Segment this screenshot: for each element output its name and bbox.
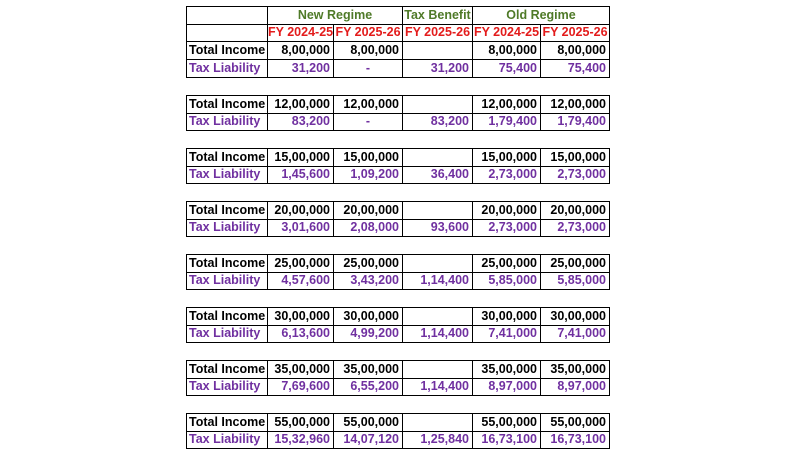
tax-value-cell: 75,400 — [541, 60, 610, 78]
tax-value-cell: 1,14,400 — [403, 272, 473, 290]
income-value-cell: 15,00,000 — [541, 148, 610, 167]
tax-liability-row — [186, 166, 610, 184]
income-value-cell: 35,00,000 — [334, 360, 403, 379]
tax-value-cell: 14,07,120 — [334, 431, 403, 449]
income-value-cell: 25,00,000 — [334, 254, 403, 273]
tax-liability-label: Tax Liability — [186, 378, 268, 396]
tax-value-cell: 2,73,000 — [541, 166, 610, 184]
tax-value-cell: 93,600 — [403, 219, 473, 237]
tax-value-cell: 7,69,600 — [268, 378, 334, 396]
income-value-cell — [403, 201, 473, 220]
tax-value-cell: 1,79,400 — [541, 113, 610, 131]
fy-header: FY 2025-26 — [403, 24, 473, 42]
income-value-cell: 12,00,000 — [268, 95, 334, 114]
tax-value-cell: 1,45,600 — [268, 166, 334, 184]
income-value-cell — [403, 307, 473, 326]
total-income-row — [186, 413, 610, 431]
tax-value-cell: 1,14,400 — [403, 378, 473, 396]
corner-cell — [186, 24, 268, 42]
tax-value-cell: 2,08,000 — [334, 219, 403, 237]
block-spacer — [186, 131, 610, 148]
tax-liability-label: Tax Liability — [186, 60, 268, 78]
fiscal-year-header-row — [186, 24, 610, 42]
income-value-cell: 55,00,000 — [334, 413, 403, 432]
total-income-label: Total Income — [186, 201, 268, 220]
income-value-cell: 15,00,000 — [268, 148, 334, 167]
total-income-label: Total Income — [186, 360, 268, 379]
income-value-cell — [403, 95, 473, 114]
total-income-label: Total Income — [186, 148, 268, 167]
tax-value-cell: 36,400 — [403, 166, 473, 184]
total-income-row — [186, 307, 610, 325]
income-value-cell — [403, 413, 473, 432]
total-income-row — [186, 95, 610, 113]
tax-value-cell: 7,41,000 — [541, 325, 610, 343]
tax-liability-label: Tax Liability — [186, 431, 268, 449]
income-value-cell: 15,00,000 — [473, 148, 541, 167]
tax-value-cell: 83,200 — [268, 113, 334, 131]
tax-liability-row — [186, 113, 610, 131]
total-income-label: Total Income — [186, 42, 268, 60]
tax-value-cell: 15,32,960 — [268, 431, 334, 449]
block-spacer — [186, 184, 610, 201]
tax-value-cell: 31,200 — [403, 60, 473, 78]
total-income-row — [186, 148, 610, 166]
income-value-cell: 8,00,000 — [473, 42, 541, 60]
tax-value-cell: 2,73,000 — [473, 219, 541, 237]
tax-value-cell: 5,85,000 — [541, 272, 610, 290]
tax-liability-row — [186, 325, 610, 343]
income-value-cell: 35,00,000 — [541, 360, 610, 379]
income-value-cell: 25,00,000 — [473, 254, 541, 273]
tax-liability-row — [186, 60, 610, 78]
block-spacer — [186, 290, 610, 307]
fy-header: FY 2024-25 — [268, 24, 334, 42]
tax-value-cell: 6,13,600 — [268, 325, 334, 343]
tax-comparison-table — [186, 6, 610, 449]
tax-value-cell: - — [334, 60, 403, 78]
tax-liability-row — [186, 219, 610, 237]
income-value-cell — [403, 42, 473, 60]
tax-benefit-header: Tax Benefit — [403, 6, 473, 25]
fy-header: FY 2024-25 — [473, 24, 541, 42]
income-blocks — [186, 42, 610, 449]
tax-value-cell: - — [334, 113, 403, 131]
income-value-cell: 20,00,000 — [268, 201, 334, 220]
income-value-cell: 55,00,000 — [473, 413, 541, 432]
tax-liability-row — [186, 272, 610, 290]
tax-liability-label: Tax Liability — [186, 113, 268, 131]
tax-value-cell: 75,400 — [473, 60, 541, 78]
tax-value-cell: 3,01,600 — [268, 219, 334, 237]
tax-value-cell: 8,97,000 — [473, 378, 541, 396]
income-value-cell: 35,00,000 — [473, 360, 541, 379]
tax-value-cell: 16,73,100 — [541, 431, 610, 449]
total-income-label: Total Income — [186, 95, 268, 114]
income-value-cell — [403, 148, 473, 167]
tax-liability-label: Tax Liability — [186, 166, 268, 184]
tax-value-cell: 4,57,600 — [268, 272, 334, 290]
total-income-label: Total Income — [186, 307, 268, 326]
income-value-cell: 20,00,000 — [541, 201, 610, 220]
income-value-cell: 30,00,000 — [473, 307, 541, 326]
income-value-cell: 35,00,000 — [268, 360, 334, 379]
tax-value-cell: 6,55,200 — [334, 378, 403, 396]
block-spacer — [186, 78, 610, 95]
fy-header: FY 2025-26 — [541, 24, 610, 42]
total-income-row — [186, 42, 610, 60]
income-value-cell: 15,00,000 — [334, 148, 403, 167]
income-value-cell: 25,00,000 — [541, 254, 610, 273]
tax-value-cell: 1,14,400 — [403, 325, 473, 343]
fy-header: FY 2025-26 — [334, 24, 403, 42]
tax-value-cell: 7,41,000 — [473, 325, 541, 343]
income-value-cell: 20,00,000 — [334, 201, 403, 220]
total-income-label: Total Income — [186, 254, 268, 273]
total-income-label: Total Income — [186, 413, 268, 432]
tax-liability-row — [186, 431, 610, 449]
tax-value-cell: 4,99,200 — [334, 325, 403, 343]
total-income-row — [186, 254, 610, 272]
new-regime-header: New Regime — [268, 6, 403, 25]
regime-header-row — [186, 6, 610, 24]
tax-liability-label: Tax Liability — [186, 325, 268, 343]
income-value-cell: 8,00,000 — [268, 42, 334, 60]
income-value-cell: 25,00,000 — [268, 254, 334, 273]
income-value-cell: 12,00,000 — [541, 95, 610, 114]
tax-value-cell: 2,73,000 — [473, 166, 541, 184]
block-spacer — [186, 343, 610, 360]
income-value-cell: 12,00,000 — [473, 95, 541, 114]
tax-liability-label: Tax Liability — [186, 272, 268, 290]
tax-liability-row — [186, 378, 610, 396]
tax-value-cell: 5,85,000 — [473, 272, 541, 290]
tax-value-cell: 16,73,100 — [473, 431, 541, 449]
income-value-cell: 55,00,000 — [268, 413, 334, 432]
tax-value-cell: 2,73,000 — [541, 219, 610, 237]
income-value-cell: 20,00,000 — [473, 201, 541, 220]
tax-value-cell: 3,43,200 — [334, 272, 403, 290]
income-value-cell: 8,00,000 — [334, 42, 403, 60]
tax-value-cell: 1,79,400 — [473, 113, 541, 131]
income-value-cell: 30,00,000 — [334, 307, 403, 326]
income-value-cell: 55,00,000 — [541, 413, 610, 432]
tax-liability-label: Tax Liability — [186, 219, 268, 237]
income-value-cell: 30,00,000 — [268, 307, 334, 326]
total-income-row — [186, 201, 610, 219]
income-value-cell: 8,00,000 — [541, 42, 610, 60]
tax-value-cell: 31,200 — [268, 60, 334, 78]
tax-value-cell: 83,200 — [403, 113, 473, 131]
total-income-row — [186, 360, 610, 378]
income-value-cell: 12,00,000 — [334, 95, 403, 114]
tax-value-cell: 1,25,840 — [403, 431, 473, 449]
block-spacer — [186, 237, 610, 254]
tax-value-cell: 1,09,200 — [334, 166, 403, 184]
tax-value-cell: 8,97,000 — [541, 378, 610, 396]
income-value-cell — [403, 360, 473, 379]
block-spacer — [186, 396, 610, 413]
income-value-cell — [403, 254, 473, 273]
income-value-cell: 30,00,000 — [541, 307, 610, 326]
corner-cell — [186, 6, 268, 25]
old-regime-header: Old Regime — [473, 6, 610, 25]
